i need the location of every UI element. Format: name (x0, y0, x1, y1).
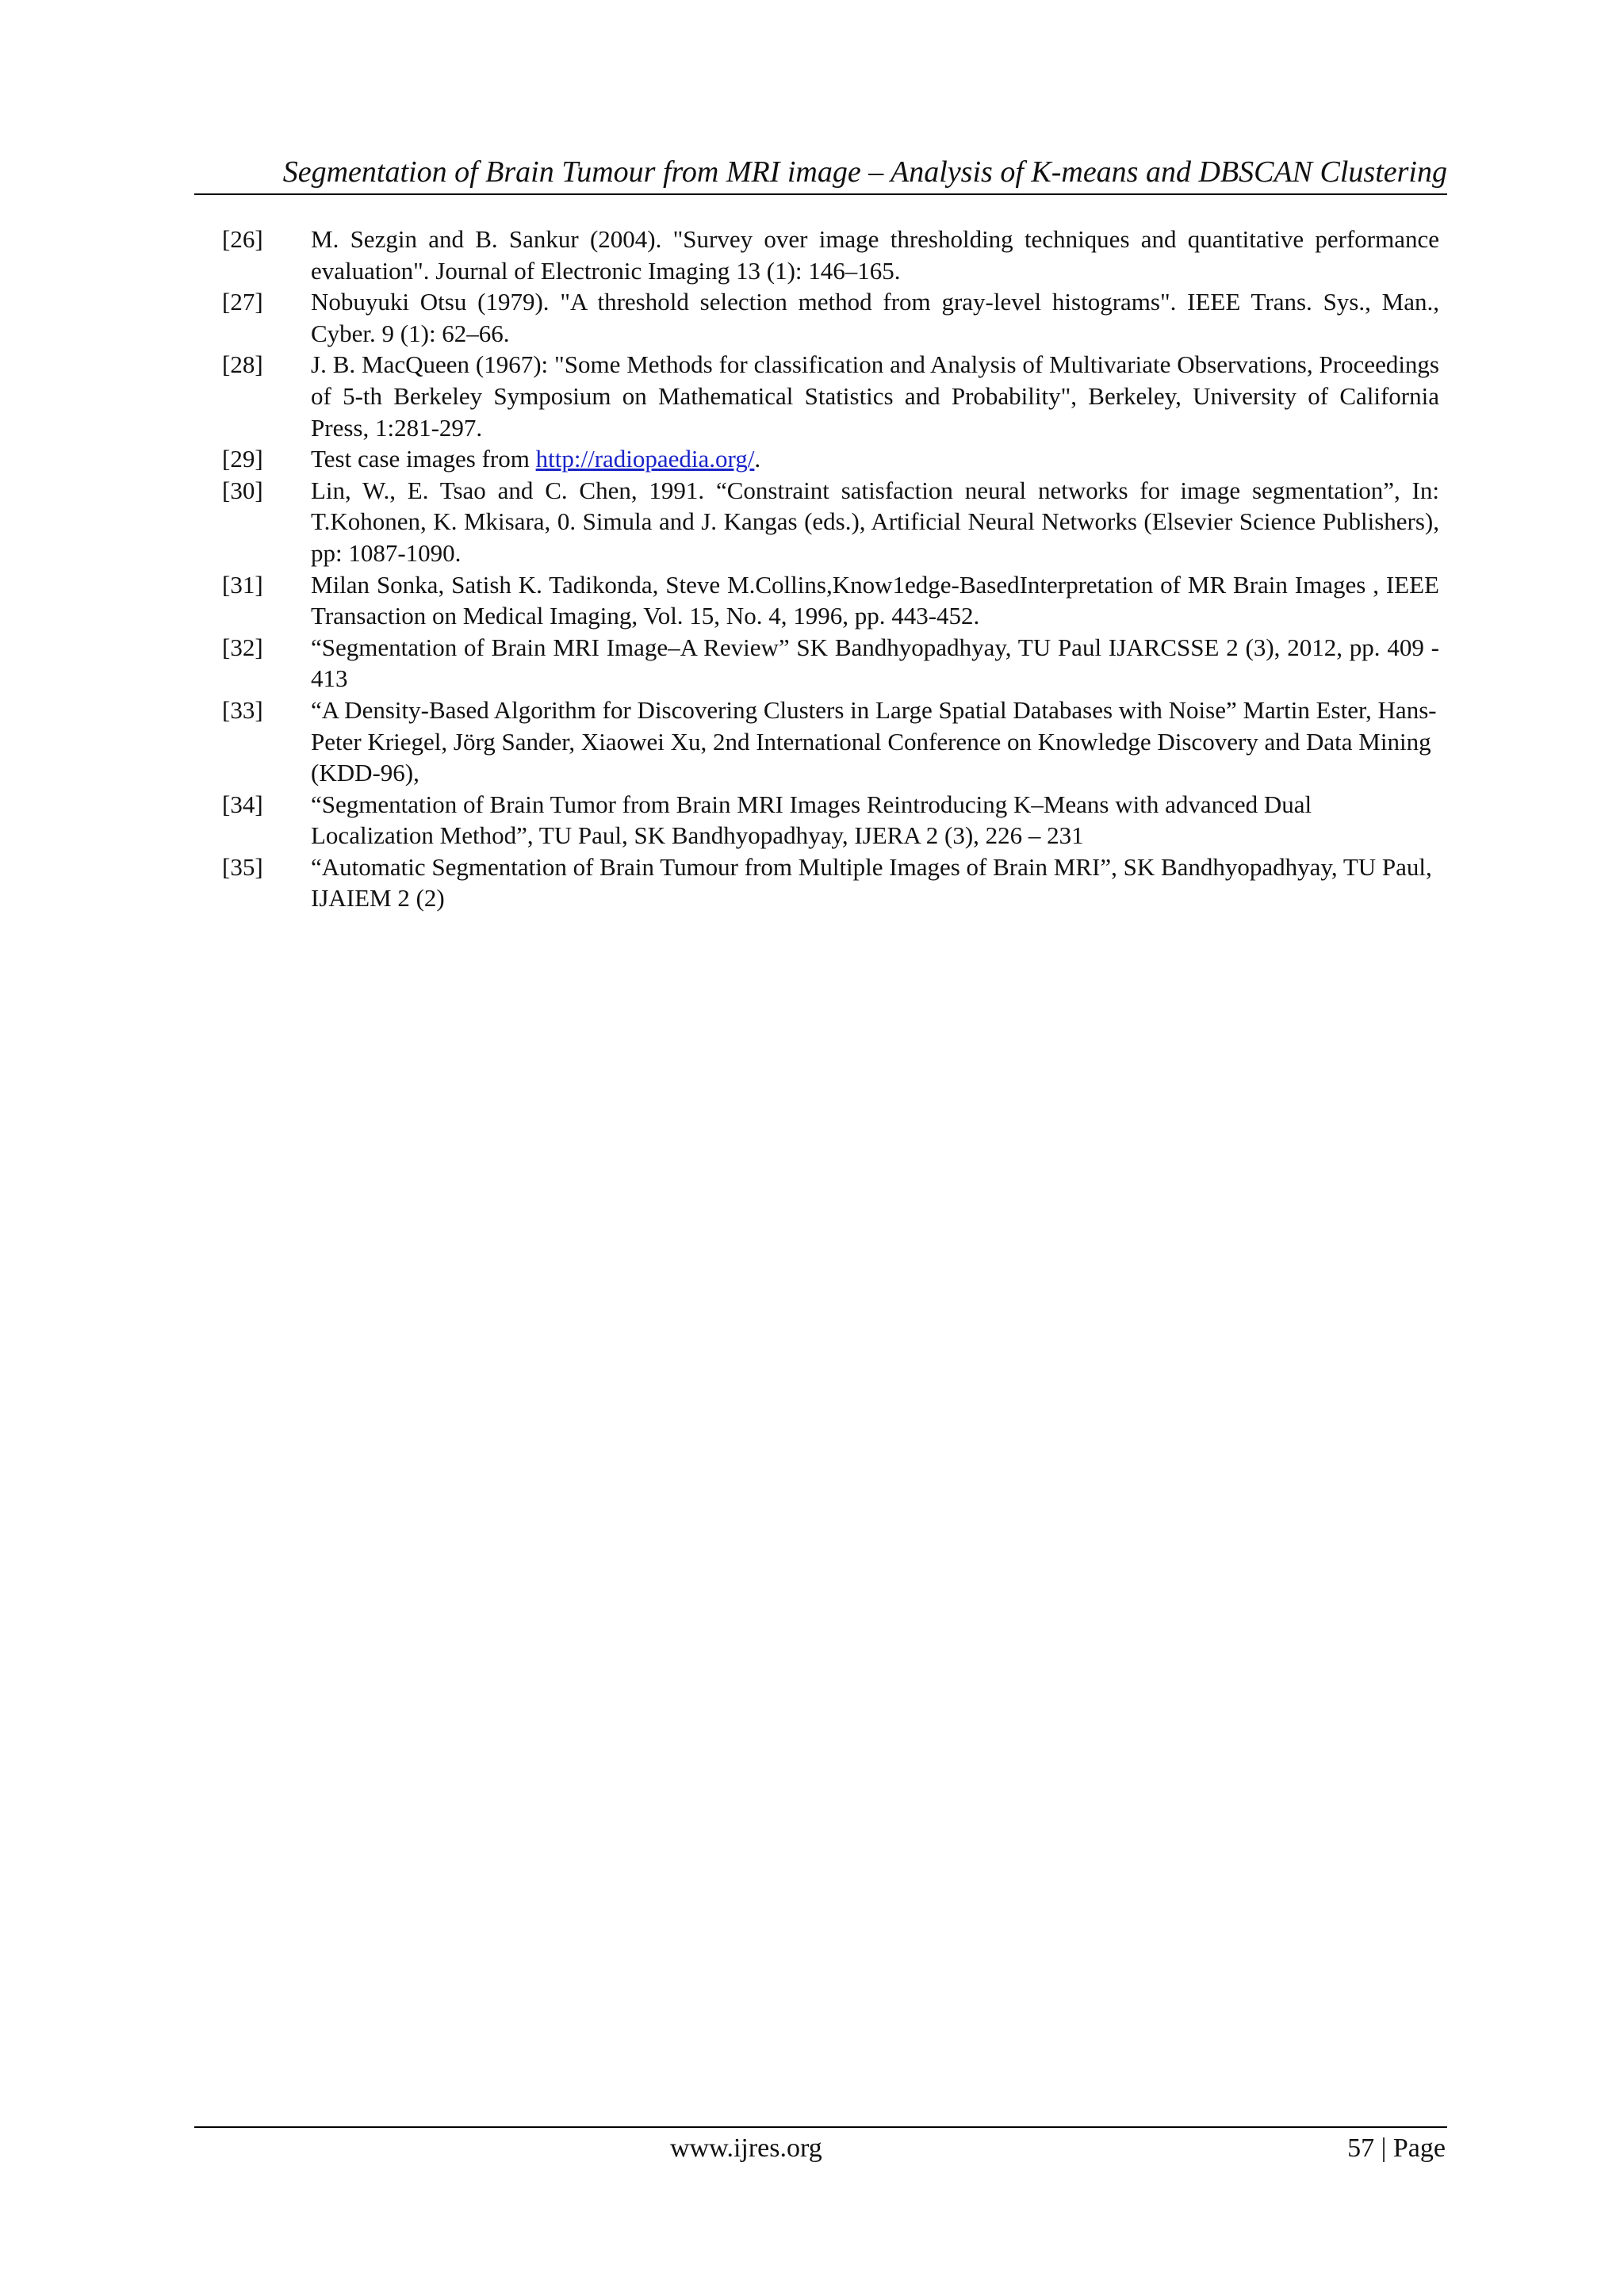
reference-number: [30] (222, 476, 263, 504)
reference-text: M. Sezgin and B. Sankur (2004). "Survey over image thresholding techniques and quantitative performance evaluation". Journal of Electronic Imaging 13 (1): 146–165. (311, 225, 1439, 285)
reference-text: Milan Sonka, Satish K. Tadikonda, Steve M.Collins,Know1edge-BasedInterpretation of MR Brain Images , IEEE Transaction on Medical Imaging, Vol. 15, No. 4, 1996, pp. 443-452. (311, 570, 1439, 630)
reference-item-29 (222, 443, 1439, 475)
reference-item-35 (222, 851, 1439, 914)
reference-number: [35] (222, 852, 263, 881)
reference-item-31 (222, 569, 1439, 632)
reference-item-30 (222, 475, 1439, 569)
radiopaedia-link[interactable]: http://radiopaedia.org/ (535, 445, 755, 473)
reference-number: [34] (222, 790, 263, 818)
reference-text: J. B. MacQueen (1967): "Some Methods for classification and Analysis of Multivariate Observations, Proceedings of 5-th Berkeley Symposium on Mathematical Statistics and Probability", Berkeley, University of California Press, 1:281-297. (311, 350, 1439, 442)
reference-list (222, 224, 1439, 914)
reference-number: [27] (222, 288, 263, 316)
reference-number: [33] (222, 695, 263, 724)
reference-item-27 (222, 286, 1439, 349)
reference-text (311, 445, 760, 473)
reference-number: [26] (222, 225, 263, 253)
footer-url: www.ijres.org (670, 2133, 822, 2163)
reference-text: “A Density-Based Algorithm for Discovering Clusters in Large Spatial Databases with Noise” Martin Ester, Hans-Peter Kriegel, Jörg Sander, Xiaowei Xu, 2nd International Conference on Knowledge Discovery and Data Mining (KDD-96), (311, 695, 1437, 787)
reference-text-after-link: . (754, 445, 761, 473)
reference-text: “Segmentation of Brain MRI Image–A Review” SK Bandhyopadhyay, TU Paul IJARCSSE 2 (3), 2012, pp. 409 - 413 (311, 633, 1439, 693)
reference-number: [31] (222, 570, 263, 599)
header-rule (194, 193, 1447, 195)
reference-text-before-link: Test case images from (311, 445, 536, 473)
reference-number: [29] (222, 445, 263, 473)
reference-item-34 (222, 789, 1439, 851)
reference-item-32 (222, 632, 1439, 695)
reference-text: Nobuyuki Otsu (1979). "A threshold selection method from gray-level histograms". IEEE Trans. Sys., Man., Cyber. 9 (1): 62–66. (311, 288, 1439, 347)
reference-text: Lin, W., E. Tsao and C. Chen, 1991. “Constraint satisfaction neural networks for image segmentation”, In: T.Kohonen, K. Mkisara, 0. Simula and J. Kangas (eds.), Artificial Neural Networks (Elsevier Science Publishers), pp: 1087-1090. (311, 476, 1439, 567)
reference-number: [32] (222, 633, 263, 661)
footer-rule (194, 2126, 1447, 2128)
reference-text: “Segmentation of Brain Tumor from Brain MRI Images Reintroducing K–Means with advanced Dual Localization Method”, TU Paul, SK Bandhyopadhyay, IJERA 2 (3), 226 – 231 (311, 790, 1312, 850)
reference-item-26 (222, 224, 1439, 286)
running-head: Segmentation of Brain Tumour from MRI image – Analysis of K-means and DBSCAN Clustering (282, 155, 1447, 189)
page-number: 57 | Page (1347, 2133, 1446, 2163)
reference-item-33 (222, 695, 1439, 789)
reference-number: [28] (222, 350, 263, 379)
reference-text: “Automatic Segmentation of Brain Tumour from Multiple Images of Brain MRI”, SK Bandhyopadhyay, TU Paul, IJAIEM 2 (2) (311, 852, 1432, 913)
reference-item-28 (222, 349, 1439, 443)
